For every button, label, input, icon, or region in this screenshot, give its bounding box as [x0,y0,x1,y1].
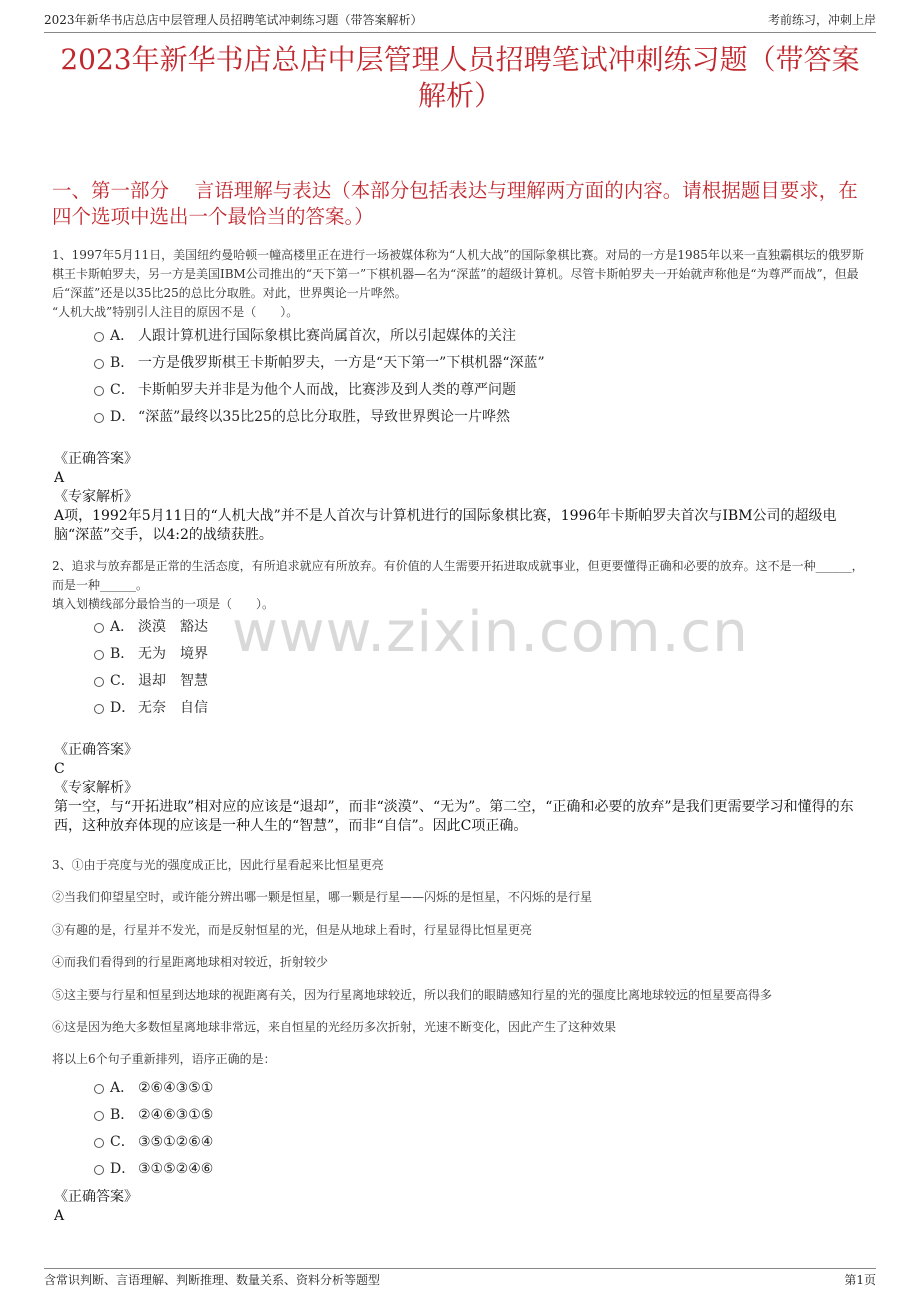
option-letter: A． [110,1080,135,1096]
question-1-answer [54,450,870,545]
radio-icon[interactable] [94,359,104,369]
question-3-sentence-6: ⑥这是因为绝大多数恒星离地球非常远，来自恒星的光经历多次折射，光速不断变化，因此产生了这种效果 [52,1020,617,1035]
footer-description: 含常识判断、言语理解、判断推理、数量关系、资料分析等题型 [44,1273,381,1287]
option-letter: D． [110,700,136,716]
answer-value: A [54,470,65,486]
question-3-option-a[interactable] [94,1075,860,1102]
question-2-text: 2、追求与放弃都是正常的生活态度，有所追求就应有所放弃。有价值的人生需要开拓进取成就事业，但更要懂得正确和必要的放弃。这不是一种______，而是一种______。 [52,559,864,592]
question-2-prompt: 填入划横线部分最恰当的一项是（ ）。 [52,597,275,611]
radio-icon[interactable] [94,650,104,660]
question-3-sentence-1: 3、①由于亮度与光的强度成正比，因此行星看起来比恒星更亮 [52,858,384,872]
question-3-option-c[interactable] [94,1129,860,1156]
option-letter: B． [110,355,135,371]
document-title: 2023年新华书店总店中层管理人员招聘笔试冲刺练习题（带答案解析） [60,43,860,112]
option-letter: D． [110,1161,136,1177]
option-text: ②④⑥③①⑤ [138,1107,214,1123]
question-3-option-b[interactable] [94,1102,860,1129]
question-3-sentence-2: ②当我们仰望星空时，或许能分辨出哪一颗是恒星，哪一颗是行星——闪烁的是恒星，不闪烁的是行星 [52,890,593,905]
radio-icon[interactable] [94,1165,104,1175]
question-2-options [94,614,860,722]
option-text: 人跟计算机进行国际象棋比赛尚属首次，所以引起媒体的关注 [138,328,516,344]
page-number: 第1页 [844,1273,876,1287]
question-3-sentence-3: ③有趣的是，行星并不发光，而是反射恒星的光，但是从地球上看时，行星显得比恒星更亮 [52,922,533,937]
radio-icon[interactable] [94,1084,104,1094]
question-2-stem [52,557,872,614]
radio-icon[interactable] [94,677,104,687]
question-1-stem [52,246,872,322]
question-2-option-a[interactable] [94,614,860,641]
question-3-sentence-5: ⑤这主要与行星和恒星到达地球的视距离有关，因为行星离地球较近，所以我们的眼睛感知行星的光的强度比离地球较远的恒星要高得多 [52,987,773,1002]
question-1-prompt: “人机大战”特别引人注目的原因不是（ ）。 [52,305,299,319]
option-text: ③⑤①②⑥④ [138,1134,214,1150]
option-text: 卡斯帕罗夫并非是为他个人而战，比赛涉及到人类的尊严问题 [138,382,516,398]
page-footer [44,1268,876,1291]
question-2-answer [54,741,870,836]
question-1-text: 1、1997年5月11日，美国纽约曼哈顿一幢高楼里正在进行一场被媒体称为“人机大战”的国际象棋比赛。对局的一方是1985年以来一直独霸棋坛的俄罗斯棋王卡斯帕罗夫，另一方是美国IBM公司推出的“天下第一”下棋机器—名为“深蓝”的超级计算机。尽管卡斯帕罗夫一开始就声称他是“为尊严而战”，但最后“深蓝”还是以35比25的总比分取胜。对此，世界舆论一片哗然。 [52,248,864,300]
radio-icon[interactable] [94,386,104,396]
option-letter: C． [110,1134,135,1150]
option-text: 无奈 自信 [138,700,208,716]
analysis-label: 《专家解析》 [54,780,138,796]
option-text: 无为 境界 [138,646,208,662]
option-text: 一方是俄罗斯棋王卡斯帕罗夫，一方是“天下第一”下棋机器“深蓝” [138,355,545,371]
option-letter: C． [110,382,135,398]
question-1-option-d[interactable] [94,404,860,431]
question-1-option-c[interactable] [94,377,860,404]
option-letter: B． [110,1107,135,1123]
answer-value: C [54,761,65,777]
option-text: 退却 智慧 [138,673,208,689]
option-letter: C． [110,673,135,689]
question-3-options [94,1075,860,1183]
answer-label: 《正确答案》 [54,451,138,467]
answer-value: A [54,1208,65,1224]
option-letter: B． [110,646,135,662]
question-2-option-c[interactable] [94,668,860,695]
page-header [44,8,876,33]
section-heading: 一、第一部分 言语理解与表达（本部分包括表达与理解两方面的内容。请根据题目要求，在四个选项中选出一个最恰当的答案。） [52,179,858,228]
option-letter: A． [110,619,135,635]
question-2-option-d[interactable] [94,695,860,722]
question-3-option-d[interactable] [94,1156,860,1183]
option-text: “深蓝”最终以35比25的总比分取胜，导致世界舆论一片哗然 [138,409,510,425]
watermark: www.zixin.com.cn [232,600,749,665]
question-3-sentence-4: ④而我们看得到的行星距离地球相对较近，折射较少 [52,955,329,970]
question-3-prompt: 将以上6个句子重新排列，语序正确的是： [52,1052,276,1067]
question-3-stem [52,849,872,1076]
analysis-label: 《专家解析》 [54,489,138,505]
header-title: 2023年新华书店总店中层管理人员招聘笔试冲刺练习题（带答案解析） [44,13,423,27]
option-letter: A． [110,328,135,344]
radio-icon[interactable] [94,1111,104,1121]
header-slogan: 考前练习，冲刺上岸 [767,13,876,27]
option-text: ③①⑤②④⑥ [138,1161,214,1177]
question-1-option-b[interactable] [94,350,860,377]
radio-icon[interactable] [94,1138,104,1148]
analysis-text: 第一空，与“开拓进取”相对应的应该是“退却”，而非“淡漠”、“无为”。第二空，“正确和必要的放弃”是我们更需要学习和懂得的东西，这种放弃体现的应该是一种人生的“智慧”，而非“自信”。因此C项正确。 [54,799,854,834]
option-letter: D． [110,409,136,425]
radio-icon[interactable] [94,623,104,633]
option-text: 淡漠 豁达 [138,619,208,635]
radio-icon[interactable] [94,332,104,342]
radio-icon[interactable] [94,704,104,714]
option-text: ②⑥④③⑤① [138,1080,214,1096]
question-3-answer [54,1188,870,1226]
answer-label: 《正确答案》 [54,742,138,758]
question-1-option-a[interactable] [94,323,860,350]
analysis-text: A项，1992年5月11日的“人机大战”并不是人首次与计算机进行的国际象棋比赛，1996年卡斯帕罗夫首次与IBM公司的超级电脑“深蓝”交手，以4:2的战绩获胜。 [54,508,837,543]
question-1-options [94,323,860,431]
answer-label: 《正确答案》 [54,1189,138,1205]
question-2-option-b[interactable] [94,641,860,668]
radio-icon[interactable] [94,413,104,423]
